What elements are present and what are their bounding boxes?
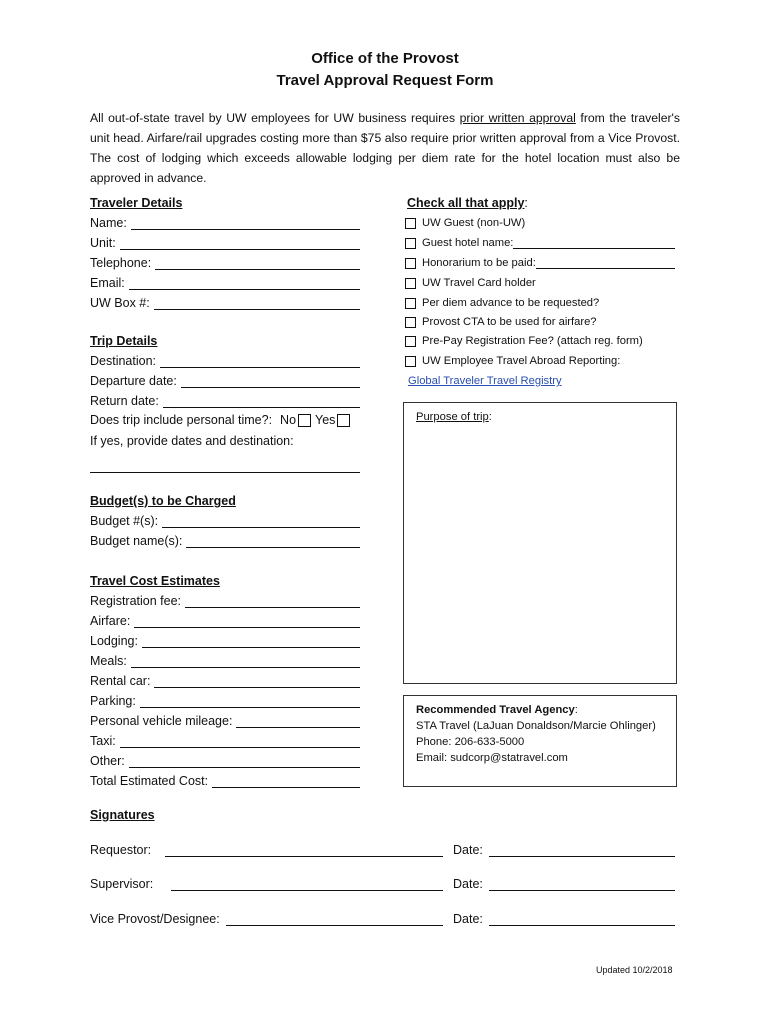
budget-numbers-label: Budget #(s): xyxy=(90,514,159,528)
budget-heading: Budget(s) to be Charged xyxy=(90,494,236,508)
total-label: Total Estimated Cost: xyxy=(90,774,209,788)
lodging-row xyxy=(90,634,360,648)
destination-field[interactable] xyxy=(160,355,360,368)
travel-card-label: UW Travel Card holder xyxy=(422,277,536,289)
supervisor-signature-field[interactable] xyxy=(171,878,443,891)
return-row xyxy=(90,394,360,408)
purpose-label-text: Purpose of trip xyxy=(416,411,489,423)
destination-label: Destination: xyxy=(90,354,157,368)
check-all-heading: Check all that apply xyxy=(407,196,525,210)
honorarium-field[interactable] xyxy=(536,258,675,269)
departure-field[interactable] xyxy=(181,375,360,388)
check-guest-hotel[interactable] xyxy=(405,237,675,249)
unit-label: Unit: xyxy=(90,236,116,250)
check-prepay-registration[interactable] xyxy=(405,335,643,347)
registration-row xyxy=(90,594,360,608)
name-label: Name: xyxy=(90,216,127,230)
taxi-row xyxy=(90,734,360,748)
signatures-heading: Signatures xyxy=(90,808,155,822)
per-diem-label: Per diem advance to be requested? xyxy=(422,297,600,309)
requestor-date-row xyxy=(453,843,675,857)
guest-hotel-label: Guest hotel name: xyxy=(422,237,514,249)
personal-time-label: Does trip include personal time?: xyxy=(90,413,273,427)
agency-name: STA Travel (LaJuan Donaldson/Marcie Ohlinger) xyxy=(416,720,656,732)
mileage-label: Personal vehicle mileage: xyxy=(90,714,233,728)
agency-phone: Phone: 206-633-5000 xyxy=(416,736,525,748)
rental-car-label: Rental car: xyxy=(90,674,151,688)
yes-checkbox[interactable] xyxy=(337,414,350,427)
uw-guest-checkbox[interactable] xyxy=(405,218,416,229)
taxi-field[interactable] xyxy=(120,735,360,748)
requestor-label: Requestor: xyxy=(90,843,152,857)
honorarium-label: Honorarium to be paid: xyxy=(422,257,536,269)
budget-names-field[interactable] xyxy=(186,535,360,548)
provost-cta-label: Provost CTA to be used for airfare? xyxy=(422,316,597,328)
agency-title: Recommended Travel Agency xyxy=(416,704,575,716)
personal-time-details-field[interactable] xyxy=(90,460,360,473)
purpose-label-colon: : xyxy=(488,411,492,423)
check-per-diem[interactable] xyxy=(405,297,599,309)
parking-row xyxy=(90,694,360,708)
vice-provost-date-label: Date: xyxy=(453,912,483,926)
uw-guest-label: UW Guest (non-UW) xyxy=(422,217,526,229)
meals-row xyxy=(90,654,360,668)
requestor-date-label: Date: xyxy=(453,843,483,857)
purpose-label xyxy=(416,411,492,423)
no-checkbox[interactable] xyxy=(298,414,311,427)
airfare-field[interactable] xyxy=(134,615,360,628)
cost-estimates-heading: Travel Cost Estimates xyxy=(90,574,220,588)
supervisor-date-row xyxy=(453,877,675,891)
vice-provost-label: Vice Provost/Designee: xyxy=(90,912,220,926)
telephone-field[interactable] xyxy=(155,257,360,270)
lodging-field[interactable] xyxy=(142,635,360,648)
per-diem-checkbox[interactable] xyxy=(405,298,416,309)
vice-provost-date-row xyxy=(453,912,675,926)
prepay-registration-checkbox[interactable] xyxy=(405,336,416,347)
vice-provost-signature-field[interactable] xyxy=(226,913,443,926)
uw-box-row xyxy=(90,296,360,310)
return-field[interactable] xyxy=(163,395,360,408)
other-label: Other: xyxy=(90,754,125,768)
unit-field[interactable] xyxy=(120,237,360,250)
requestor-row xyxy=(90,843,443,857)
uw-box-label: UW Box #: xyxy=(90,296,150,310)
check-travel-card[interactable] xyxy=(405,277,536,289)
airfare-row xyxy=(90,614,360,628)
travel-abroad-checkbox[interactable] xyxy=(405,356,416,367)
mileage-field[interactable] xyxy=(236,715,360,728)
vice-provost-date-field[interactable] xyxy=(489,913,675,926)
form-title: Travel Approval Request Form xyxy=(276,72,494,89)
check-honorarium[interactable] xyxy=(405,257,675,269)
total-field[interactable] xyxy=(212,775,360,788)
provost-cta-checkbox[interactable] xyxy=(405,317,416,328)
personal-time-row xyxy=(90,413,354,427)
departure-label: Departure date: xyxy=(90,374,177,388)
airfare-label: Airfare: xyxy=(90,614,131,628)
parking-field[interactable] xyxy=(140,695,360,708)
supervisor-date-label: Date: xyxy=(453,877,483,891)
purpose-box[interactable] xyxy=(403,402,677,684)
check-uw-guest[interactable] xyxy=(405,217,525,229)
intro-paragraph xyxy=(90,108,680,188)
mileage-row xyxy=(90,714,360,728)
check-provost-cta[interactable] xyxy=(405,316,597,328)
supervisor-date-field[interactable] xyxy=(489,878,675,891)
traveler-details-heading: Traveler Details xyxy=(90,196,183,210)
check-all-colon: : xyxy=(524,196,528,210)
departure-row xyxy=(90,374,360,388)
return-label: Return date: xyxy=(90,394,159,408)
if-yes-label: If yes, provide dates and destination: xyxy=(90,434,294,448)
travel-abroad-label: UW Employee Travel Abroad Reporting: xyxy=(422,355,621,367)
email-label: Email: xyxy=(90,276,125,290)
telephone-label: Telephone: xyxy=(90,256,152,270)
budget-names-label: Budget name(s): xyxy=(90,534,183,548)
budget-names-row xyxy=(90,534,360,548)
total-row xyxy=(90,774,360,788)
other-row xyxy=(90,754,360,768)
travel-agency-box xyxy=(403,695,677,787)
intro-text-1: All out-of-state travel by UW employees for UW business requires xyxy=(90,111,460,125)
unit-row xyxy=(90,236,360,250)
telephone-row xyxy=(90,256,360,270)
other-field[interactable] xyxy=(129,755,360,768)
budget-numbers-row xyxy=(90,514,360,528)
meals-label: Meals: xyxy=(90,654,127,668)
guest-hotel-field[interactable] xyxy=(513,238,675,249)
trip-details-heading: Trip Details xyxy=(90,334,158,348)
email-row xyxy=(90,276,360,290)
page-title: Office of the Provost xyxy=(311,50,459,67)
supervisor-label: Supervisor: xyxy=(90,877,154,891)
global-traveler-registry-link[interactable]: Global Traveler Travel Registry xyxy=(408,375,562,387)
email-field[interactable] xyxy=(129,277,360,290)
registration-label: Registration fee: xyxy=(90,594,182,608)
check-all-heading-row xyxy=(407,196,528,210)
yes-label: Yes xyxy=(315,413,336,427)
requestor-date-field[interactable] xyxy=(489,844,675,857)
taxi-label: Taxi: xyxy=(90,734,116,748)
name-field[interactable] xyxy=(131,217,360,230)
honorarium-checkbox[interactable] xyxy=(405,258,416,269)
prepay-registration-label: Pre-Pay Registration Fee? (attach reg. form) xyxy=(422,335,643,347)
budget-numbers-field[interactable] xyxy=(162,515,360,528)
agency-email: Email: sudcorp@statravel.com xyxy=(416,752,568,764)
registration-field[interactable] xyxy=(185,595,360,608)
updated-date: Updated 10/2/2018 xyxy=(596,965,673,975)
requestor-signature-field[interactable] xyxy=(165,844,443,857)
intro-emphasis: prior written approval xyxy=(459,111,576,125)
vice-provost-row xyxy=(90,912,443,926)
travel-card-checkbox[interactable] xyxy=(405,278,416,289)
rental-car-field[interactable] xyxy=(154,675,360,688)
supervisor-row xyxy=(90,877,443,891)
guest-hotel-checkbox[interactable] xyxy=(405,238,416,249)
check-travel-abroad[interactable] xyxy=(405,355,620,367)
meals-field[interactable] xyxy=(131,655,360,668)
rental-car-row xyxy=(90,674,360,688)
lodging-label: Lodging: xyxy=(90,634,138,648)
uw-box-field[interactable] xyxy=(154,297,360,310)
intro-text-2: from the traveler's unit head. Airfare/rail upgrades costing more than $75 also require prior written approval from a Vice Provost. The cost of lodging which exceeds allowable lodging per diem rate for the hotel location must also be approved in advance. xyxy=(90,111,680,185)
name-row xyxy=(90,216,360,230)
parking-label: Parking: xyxy=(90,694,136,708)
agency-title-colon: : xyxy=(574,704,578,716)
agency-title-row xyxy=(404,702,676,718)
destination-row xyxy=(90,354,360,368)
no-label: No xyxy=(280,413,297,427)
